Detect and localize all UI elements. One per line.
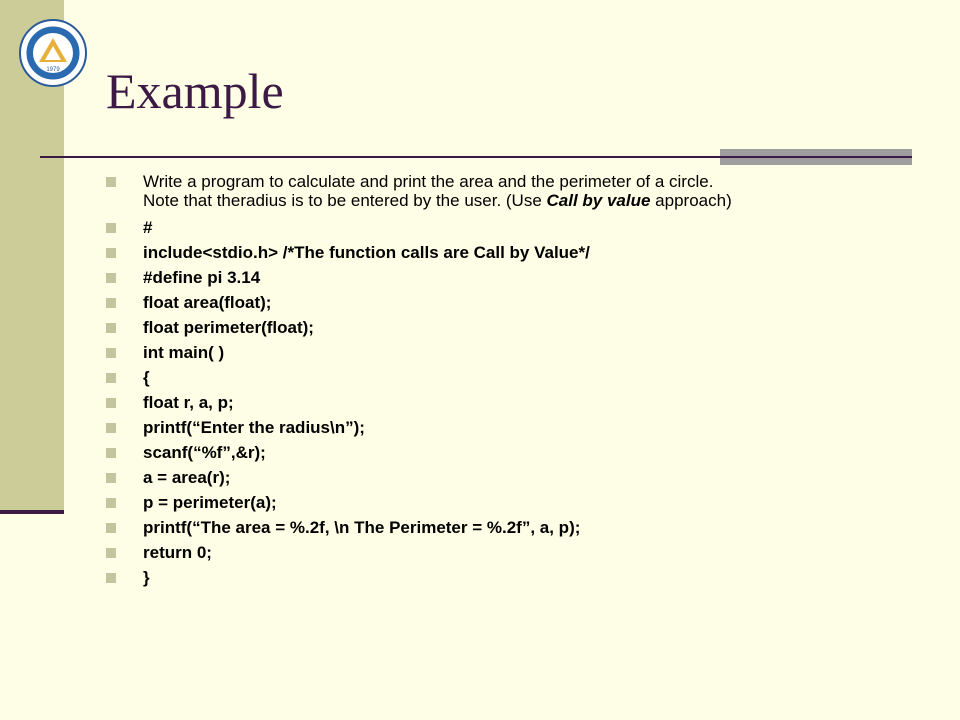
slide-content-list — [106, 172, 906, 593]
bullet-icon — [106, 248, 116, 258]
code-line — [106, 293, 906, 312]
code-text: a = area(r); — [143, 468, 231, 487]
bullet-icon — [106, 423, 116, 433]
code-line — [106, 468, 906, 487]
code-text: } — [143, 568, 150, 587]
code-line — [106, 243, 906, 262]
intro-line-2-prefix: Note that theradius is to be entered by the user. (Use — [143, 191, 547, 210]
code-text: scanf(“%f”,&r); — [143, 443, 266, 462]
bullet-icon — [106, 223, 116, 233]
intro-line-1: Write a program to calculate and print the area and the perimeter of a circle. — [143, 172, 714, 191]
code-text: printf(“Enter the radius\n”); — [143, 418, 365, 437]
code-line — [106, 418, 906, 437]
bullet-icon — [106, 498, 116, 508]
code-text: return 0; — [143, 543, 212, 562]
code-text: p = perimeter(a); — [143, 493, 277, 512]
bullet-icon — [106, 373, 116, 383]
code-line — [106, 268, 906, 287]
bullet-icon — [106, 348, 116, 358]
bullet-icon — [106, 573, 116, 583]
intro-line-2-suffix: approach) — [650, 191, 732, 210]
bullet-icon — [106, 548, 116, 558]
bullet-icon — [106, 398, 116, 408]
page-title: Example — [106, 63, 284, 119]
code-text: float r, a, p; — [143, 393, 234, 412]
title-divider-accent-line — [720, 156, 912, 158]
code-line — [106, 218, 906, 237]
bullet-icon — [106, 298, 116, 308]
code-line — [106, 543, 906, 562]
bullet-icon — [106, 473, 116, 483]
code-line — [106, 343, 906, 362]
side-band-end-line — [0, 510, 64, 514]
code-line — [106, 568, 906, 587]
code-text: float area(float); — [143, 293, 272, 312]
code-text: printf(“The area = %.2f, \n The Perimeter = %.2f”, a, p); — [143, 518, 581, 537]
code-line — [106, 368, 906, 387]
university-seal-icon — [18, 18, 88, 88]
code-text: { — [143, 368, 150, 387]
bullet-icon — [106, 323, 116, 333]
code-text: float perimeter(float); — [143, 318, 314, 337]
code-line — [106, 393, 906, 412]
code-line — [106, 443, 906, 462]
code-text: int main( ) — [143, 343, 225, 362]
bullet-icon — [106, 448, 116, 458]
bullet-icon — [106, 177, 116, 187]
bullet-icon — [106, 523, 116, 533]
code-line — [106, 518, 906, 537]
code-text: include<stdio.h> /*The function calls are Call by Value*/ — [143, 243, 590, 262]
code-text: # — [143, 218, 153, 237]
list-item-intro — [106, 172, 906, 210]
intro-emphasis: Call by value — [546, 191, 651, 210]
code-text: #define pi 3.14 — [143, 268, 261, 287]
logo-year: 1979 — [46, 67, 60, 73]
bullet-icon — [106, 273, 116, 283]
code-line — [106, 493, 906, 512]
code-line — [106, 318, 906, 337]
